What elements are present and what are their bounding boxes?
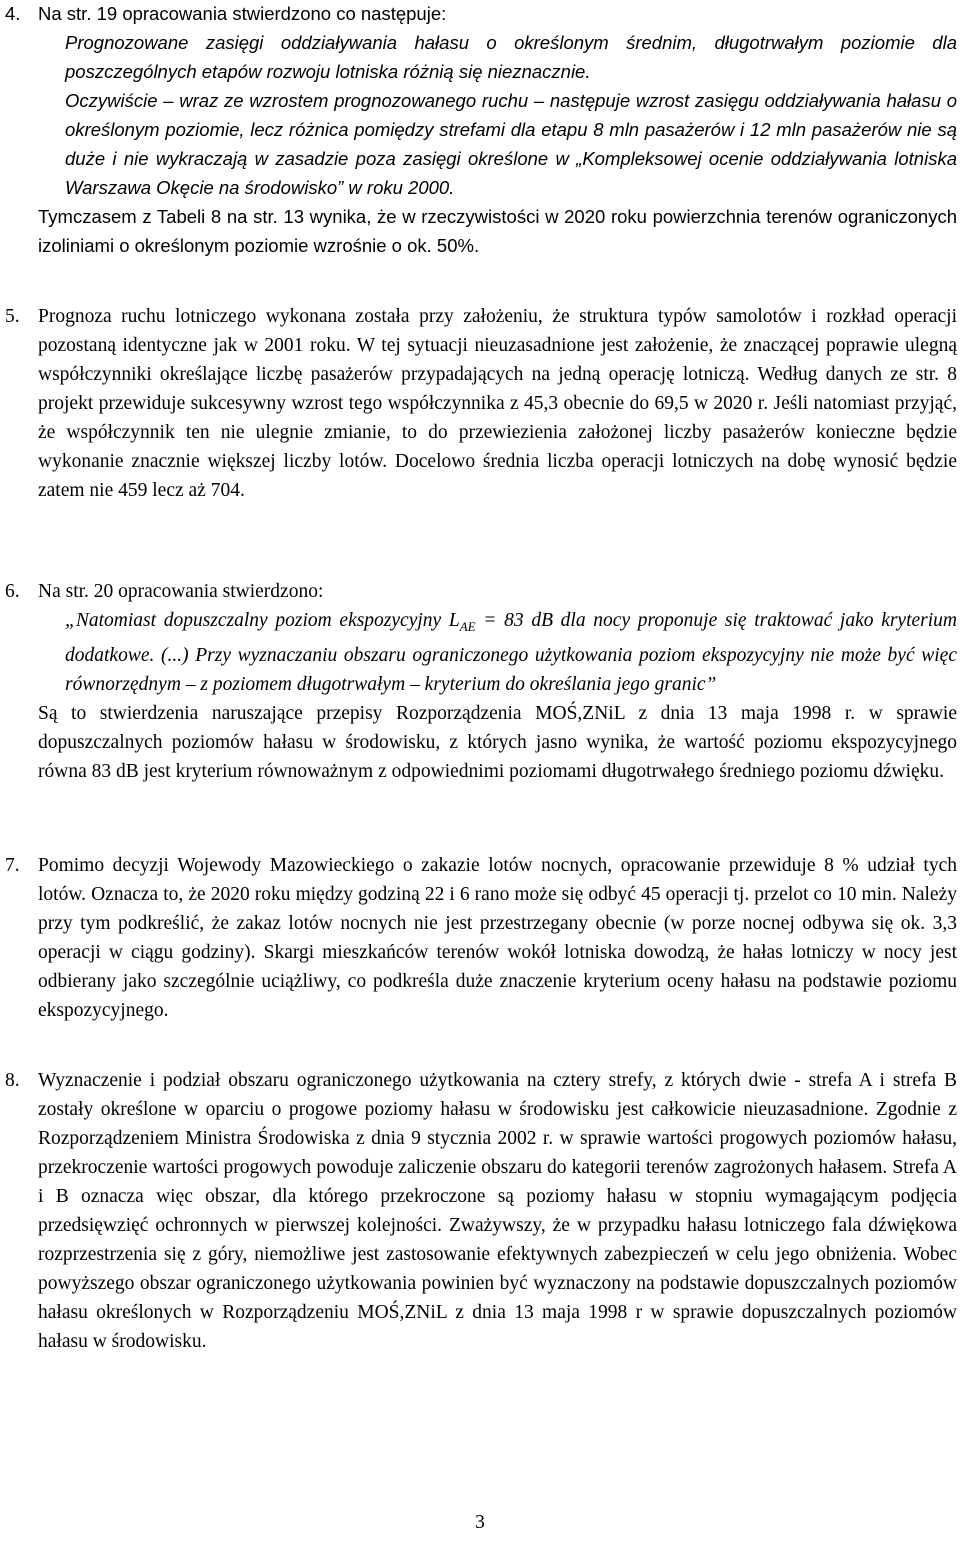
item-8-body: Wyznaczenie i podział obszaru ograniczonego użytkowania na cztery strefy, z których dwie - strefa A i strefa B zostały określone w oparciu o progowe poziomy hałasu w środowisku jest całkowicie nieuzasadnione. Zgodnie z Rozporządzeniem Ministra Środowiska z dnia 9 stycznia 2002 r. w sprawie wartości progowych poziomów hałasu, przekroczenie wartości progowych powoduje zaliczenie obszaru do kategorii terenów zagrożonych hałasem. Strefa A i B oznacza więc obszar, dla którego przekroczone są poziomy hałasu w stopniu wymagającym podjęcia przedsięwzięć ochronnych w pierwszej kolejności. Zważywszy, że w przypadku hałasu lotniczego fala dźwiękowa rozprzestrzenia się z góry, niemożliwe jest zastosowanie efektywnych zabezpieczeń w celu jego obniżenia. Wobec powyższego obszar ograniczonego użytkowania powinien być wyznaczony na podstawie dopuszczalnych poziomów hałasu określonych w Rozporządzeniu MOŚ,ZNiL z dnia 13 maja 1998 r w sprawie dopuszczalnych poziomów hałasu w środowisku. [38, 1070, 957, 1352]
item-number: 6. [5, 581, 20, 602]
item-number: 5. [5, 306, 20, 327]
item-number: 7. [5, 855, 20, 876]
page-number: 3 [475, 1512, 485, 1533]
item-6-body [38, 577, 957, 786]
quote-part-2: = 83 dB dla nocy proponuje się traktować jako kryterium dodatkowe. (...) Przy wyznaczaniu obszaru ograniczonego użytkowania poziom ekspozycyjny nie może być więc równorzędnym – z poziomem długotrwałym – kryterium do określania jego granic” [65, 610, 957, 695]
item-4-follow: Tymczasem z Tabeli 8 na str. 13 wynika, że w rzeczywistości w 2020 roku powierzchnia terenów ograniczonych izoliniami o określonym poziomie wzrośnie o ok. 50%. [38, 206, 957, 256]
quote-part-1: „Natomiast dopuszczalny poziom ekspozycyjny L [65, 610, 460, 631]
item-4-quote-b: Oczywiście – wraz ze wzrostem prognozowanego ruchu – następuje wzrost zasięgu oddziaływania hałasu o określonym poziomie, lecz różnica pomiędzy strefami dla etapu 8 mln pasażerów i 12 mln pasażerów nie są duże i nie wykraczają w zasadzie poza zasięgi określone w „Kompleksowej ocenie oddziaływania lotniska Warszawa Okęcie na środowisko” w roku 2000. [65, 90, 957, 198]
item-5-body: Prognoza ruchu lotniczego wykonana została przy założeniu, że struktura typów samolotów i rozkład operacji pozostaną identyczne jak w 2001 roku. W tej sytuacji nieuzasadnione jest założenie, że znaczącej poprawie ulegną współczynniki określające liczbę pasażerów przypadających na jedną operację lotniczą. Według danych ze str. 8 projekt przewiduje sukcesywny wzrost tego współczynnika z 45,3 obecnie do 69,5 w 2020 r. Jeśli natomiast przyjąć, że współczynnik ten nie ulegnie zmianie, to do przewiezienia założonej liczby pasażerów konieczne będzie wykonanie znacznie większej liczby lotów. Docelowo średnia liczba operacji lotniczych na dobę wynosić będzie zatem nie 459 lecz aż 704. [38, 306, 957, 501]
item-7-body: Pomimo decyzji Wojewody Mazowieckiego o zakazie lotów nocnych, opracowanie przewiduje 8 % udział tych lotów. Oznacza to, że 2020 roku między godziną 22 i 6 rano może się odbyć 45 operacji tj. przelot co 10 min. Należy przy tym podkreślić, że zakaz lotów nocnych nie jest przestrzegany obecnie (w porze nocnej odbywa się ok. 3,3 operacji w ciągu godziny). Skargi mieszkańców terenów wokół lotniska dowodzą, że hałas lotniczy w nocy jest odbierany jako szczególnie uciążliwy, co podkreśla duże znaczenie kryterium oceny hałasu na podstawie poziomu ekspozycyjnego. [38, 855, 957, 1021]
item-6-quote [38, 606, 957, 699]
item-4-body [38, 0, 957, 260]
item-4-quote-a: Prognozowane zasięgi oddziaływania hałasu o określonym średnim, długotrwałym poziomie dla poszczególnych etapów rozwoju lotniska różnią się nieznacznie. [65, 32, 957, 82]
item-number: 8. [5, 1070, 20, 1091]
item-6-intro: Na str. 20 opracowania stwierdzono: [38, 581, 324, 602]
item-4-intro: Na str. 19 opracowania stwierdzono co następuje: [38, 3, 447, 24]
item-number: 4. [5, 3, 21, 24]
quote-subscript: AE [459, 618, 476, 634]
item-6-follow: Są to stwierdzenia naruszające przepisy Rozporządzenia MOŚ,ZNiL z dnia 13 maja 1998 r. w sprawie dopuszczalnych poziomów hałasu w środowisku, z których jasno wynika, że wartość poziomu ekspozycyjnego równa 83 dB jest kryterium równoważnym z odpowiednimi poziomami długotrwałego średniego poziomu dźwięku. [38, 702, 957, 782]
